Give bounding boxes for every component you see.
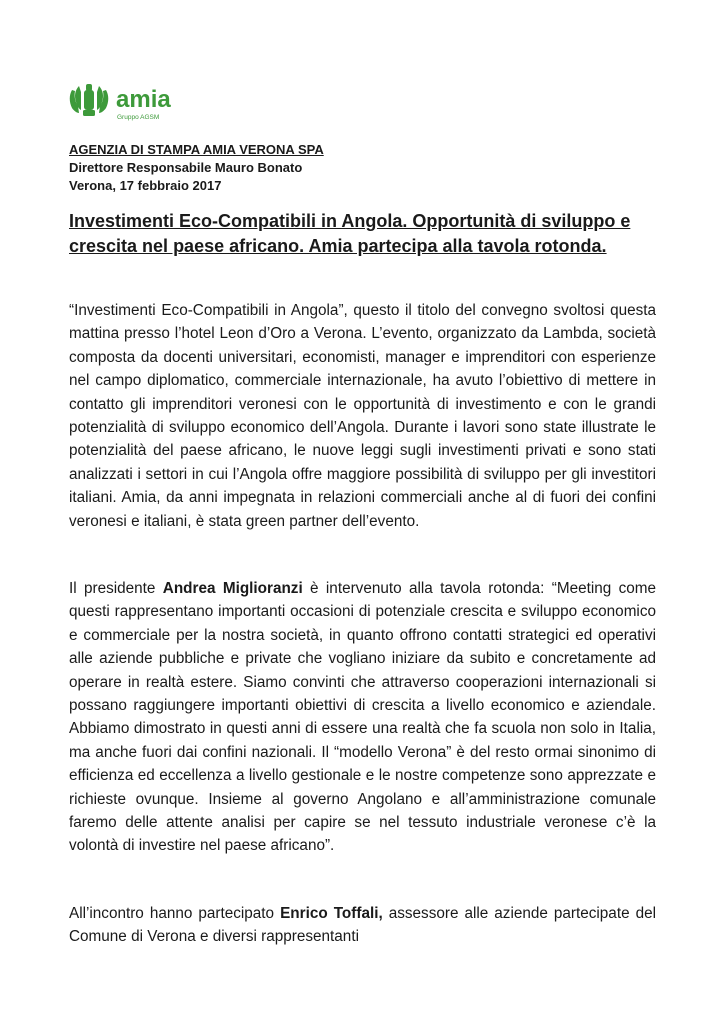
agency-name: AGENZIA DI STAMPA AMIA VERONA SPA [69,142,324,157]
paragraph-2-intro: Il presidente [69,580,163,597]
press-date: Verona, 17 febbraio 2017 [69,178,222,193]
body-paragraph-2 [69,577,656,858]
logo-subtitle: Gruppo AGSM [117,114,160,121]
amia-logo [66,80,226,122]
paragraph-3-intro: All’incontro hanno partecipato [69,905,281,922]
article-title: Investimenti Eco-Compatibili in Angola. Opportunità di sviluppo e crescita nel paese africano. Amia partecipa alla tavola rotonda. [69,211,631,256]
logo-wordmark: amia [116,86,171,113]
director-line: Direttore Responsabile Mauro Bonato [69,160,303,175]
body-paragraph-3 [69,902,656,949]
press-header [69,141,324,195]
amia-emblem-icon [66,80,226,122]
body-paragraph-1: “Investimenti Eco-Compatibili in Angola”, questo il titolo del convegno svoltosi questa mattina presso l’hotel Leon d’Oro a Verona. L’evento, organizzato da Lambda, società composta da docenti universitari, economisti, manager e imprenditori con esperienze nel campo diplomatico, commerciale internazionale, ha avuto l’obiettivo di mettere in contatto gli imprenditori veronesi con le opportunità di investimento e con le grandi potenzialità di sviluppo economico dell’Angola. Durante i lavori sono state illustrate le potenzialità del paese africano, le nuove leggi sugli investimenti privati e sono stati analizzati i settori in cui l’Angola offre maggiore possibilità di sviluppo per gli investitori italiani. Amia, da anni impegnata in relazioni commerciali anche al di fuori dei confini veronesi e italiani, è stata green partner dell’evento. [69,302,656,530]
assessore-name: Enrico Toffali, [280,905,383,922]
president-name: Andrea Miglioranzi [162,580,303,597]
paragraph-2-text: è intervenuto alla tavola rotonda: “Meeting come questi rappresentano importanti occasioni di potenziale crescita e sviluppo economico e commerciale per la nostra società, in quanto offrono contatti strategici ed operativi alle aziende pubbliche e private che vogliano iniziare da subito e concretamente ad operare in realtà estere. Siamo convinti che attraverso cooperazioni internazionali si possano raggiungere importanti obiettivi di crescita a livello economico e aziendale. Abbiamo dimostrato in questi anni di essere una realtà che fa scuola non solo in Italia, ma anche fuori dai confini nazionali. Il “modello Verona” è del resto ormai sinonimo di efficienza ed eccellenza a livello gestionale e le nostre competenze sono apprezzate e richieste ovunque. Insieme al governo Angolano e all’amministrazione comunale faremo delle attente analisi per capire se nel tessuto industriale veronese c’è la volontà di investire nel paese africano”. [69,580,656,855]
paragraph-3-text: assessore alle aziende partecipate del Comune di Verona e diversi rappresentanti [69,905,656,946]
